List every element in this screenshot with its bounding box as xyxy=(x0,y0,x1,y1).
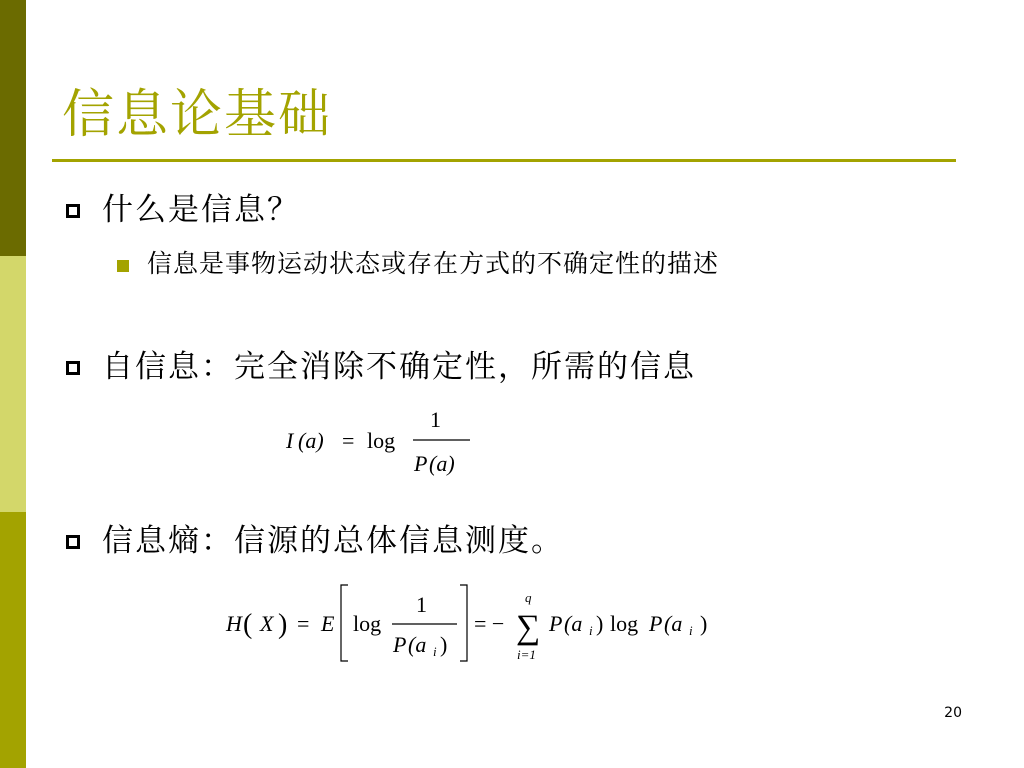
formula-log: log xyxy=(367,428,396,453)
formula-log-2: log xyxy=(610,611,639,636)
formula-denominator-close: ) xyxy=(440,632,448,657)
bullet-information-entropy: 信息熵：信源的总体信息测度。 xyxy=(102,523,564,559)
formula-E: E xyxy=(321,611,335,636)
bullet-what-is-information: 什么是信息？ xyxy=(102,192,300,228)
filled-square-bullet-icon xyxy=(117,260,129,272)
formula-a-1: (a xyxy=(564,611,583,636)
formula-I: I xyxy=(286,428,294,453)
formula-log-1: log xyxy=(353,611,382,636)
formula-equals-minus: = − xyxy=(474,611,505,636)
formula-I-args: (a) xyxy=(298,428,324,453)
formula-subscript-1: i xyxy=(589,623,593,638)
formula-numerator: 1 xyxy=(430,407,441,432)
self-information-formula xyxy=(280,400,480,490)
formula-equals: = xyxy=(342,428,355,453)
right-bracket xyxy=(460,585,467,661)
left-bracket xyxy=(341,585,348,661)
formula-equals-1: = xyxy=(297,611,310,636)
formula-close-2: ) xyxy=(700,611,708,636)
page-number: 20 xyxy=(944,705,962,721)
title-divider xyxy=(52,159,956,162)
formula-denominator-subscript: i xyxy=(433,644,437,659)
formula-H: H xyxy=(226,611,242,636)
sidebar-decoration xyxy=(0,0,26,768)
formula-a-2: (a xyxy=(664,611,683,636)
formula-denominator-P: P xyxy=(393,632,407,657)
slide-title: 信息论基础 xyxy=(62,85,333,145)
square-bullet-icon xyxy=(66,361,80,375)
formula-subscript-2: i xyxy=(689,623,693,638)
sidebar-segment-light xyxy=(0,256,26,512)
sum-upper-limit: q xyxy=(525,590,532,605)
formula-denominator-a: (a xyxy=(408,632,427,657)
formula-denominator-args: (a) xyxy=(429,451,455,476)
formula-P-2: P xyxy=(649,611,663,636)
formula-close-1: ) xyxy=(596,611,604,636)
formula-P-1: P xyxy=(549,611,563,636)
square-bullet-icon xyxy=(66,204,80,218)
square-bullet-icon xyxy=(66,535,80,549)
formula-paren-open: ( xyxy=(243,609,253,640)
entropy-formula xyxy=(220,582,730,667)
bullet-self-information: 自信息：完全消除不确定性，所需的信息 xyxy=(102,349,696,385)
summation-icon: ∑ xyxy=(516,609,541,646)
formula-numerator: 1 xyxy=(416,592,427,617)
formula-denominator-P: P xyxy=(414,451,428,476)
sub-bullet-information-definition: 信息是事物运动状态或存在方式的不确定性的描述 xyxy=(147,249,720,278)
sidebar-segment-dark xyxy=(0,0,26,256)
sum-lower-limit: i=1 xyxy=(517,647,536,662)
formula-paren-close: ) xyxy=(278,609,288,640)
formula-X: X xyxy=(260,611,274,636)
sidebar-segment-olive xyxy=(0,512,26,768)
